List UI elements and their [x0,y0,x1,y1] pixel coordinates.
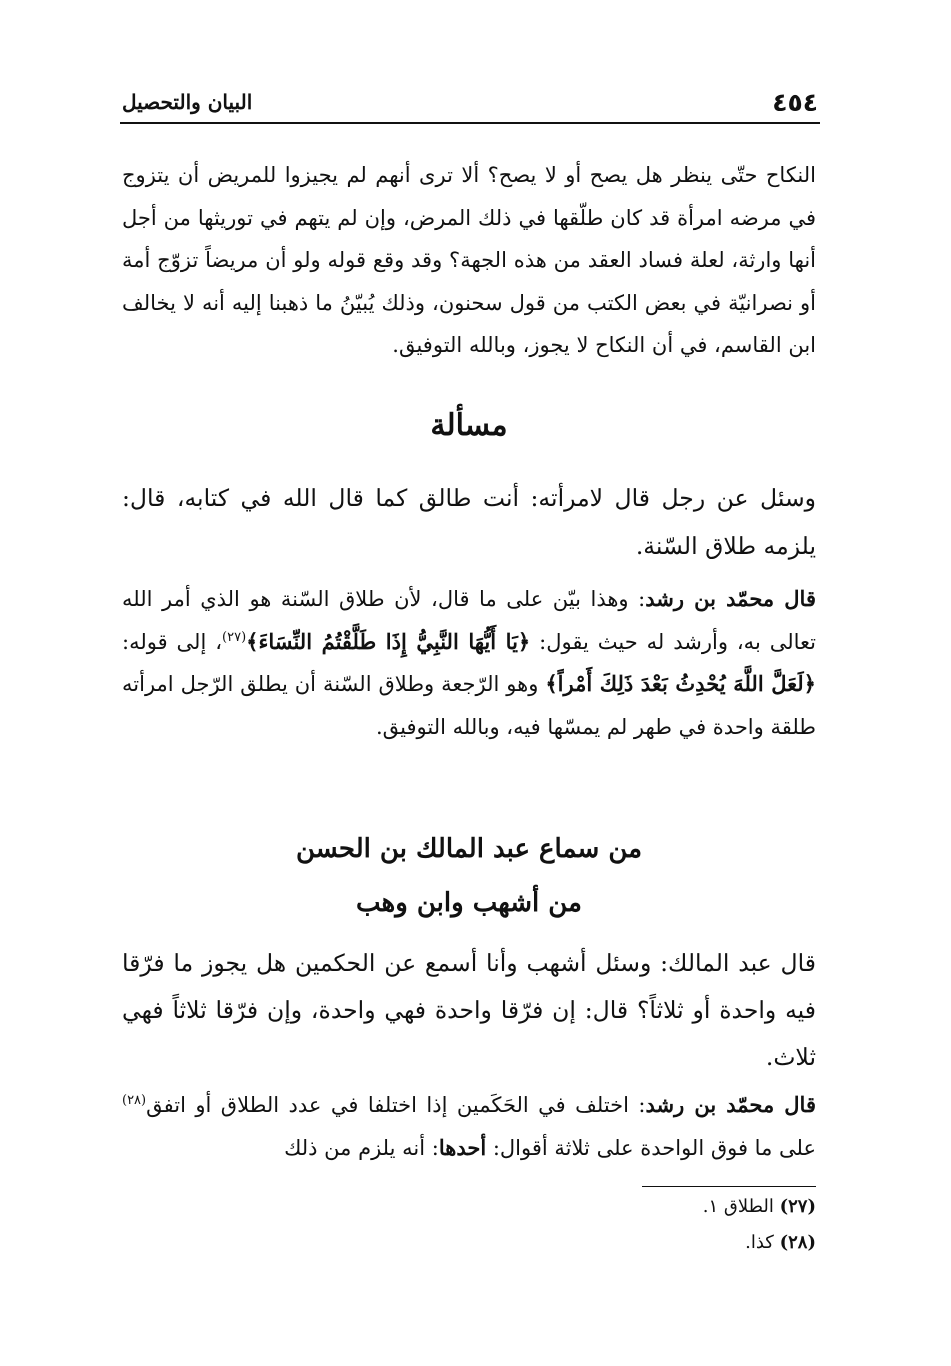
paragraph-5-text-c: : أنه يلزم من ذلك [284,1135,439,1160]
page-header [120,82,820,124]
paragraph-5-text-b: على ما فوق الواحدة على ثلاثة أقوال: [486,1135,816,1160]
section-heading: مسألة [430,408,508,443]
paragraph-5 [122,1084,816,1169]
page-number: ٤٥٤ [772,88,818,117]
footnote-28 [122,1232,816,1253]
subheading-2: من أشهب وابن وهب [355,888,582,918]
paragraph-2: وسئل عن رجل قال لامرأته: أنت طالق كما قال الله في كتابه، قال: يلزمه طلاق السّنة. [122,484,816,560]
paragraph-1: النكاح حتّى ينظر هل يصح أو لا يصح؟ ألا ترى أنهم لم يجيزوا للمريض أن يتزوج في مرضه امرأة قد كان طلّقها في ذلك المرض، وإن لم يتهم في توريثها من أجل أنها وارثة، لعلة فساد العقد من هذه الجهة؟ وقد وقع قوله ولو أن مريضاً تزوّج أمة أو نصرانيّة في بعض الكتب من قول سحنون، وذلك يُبيّنُ ما ذهبنا إليه أنه لا يخالف ابن القاسم، في أن النكاح لا يجوز، وبالله التوفيق. [122,163,816,357]
footnote-text: كذا. [745,1232,780,1253]
paragraph-5-text-a: : اختلف في الحَكَمين إذا اختلفا في عدد الطلاق أو اتفق [146,1093,646,1117]
speaker-label: قال محمّد بن رشد [645,586,816,611]
paragraph-3-text-c: وهو الرّجعة وطلاق السّنة أن يطلق الرّجل امرأته طلقة واحدة في طهر لم يمسّها فيه، وبالله التوفيق. [122,672,816,739]
running-title: البيان والتحصيل [122,90,253,114]
paragraph-3-text-b: ، إلى قوله: [122,629,223,654]
subheading-1: من سماع عبد المالك بن الحسن [295,834,643,864]
speaker-label: قال محمّد بن رشد [645,1092,816,1117]
paragraph-3-text-a: : وهذا بيّن على ما قال، لأن طلاق السّنة هو الذي أمر الله تعالى به، وأرشد له حيث يقول: [122,587,816,654]
term-label: أحدها [438,1134,487,1160]
footnote-number: (٢٨) [779,1232,816,1253]
quran-verse-1: ﴿يَا أَيُّهَا النَّبِيُّ إِذَا طَلَّقْتُمُ النِّسَاءَ﴾ [246,628,531,654]
footnote-ref-27: (٢٧) [222,629,247,645]
quran-verse-2: ﴿لَعَلَّ اللَّهَ يُحْدِثُ بَعْدَ ذَلِكَ أَمْراً﴾ [545,671,816,696]
footnote-text: الطلاق ١. [702,1196,780,1217]
footnote-27 [122,1196,816,1217]
footnote-number: (٢٧) [779,1196,816,1217]
paragraph-4: قال عبد المالك: وسئل أشهب وأنا أسمع عن الحكمين هل يجوز ما فرّقا فيه واحدة أو ثلاثاً؟ قال: إن فرّقا واحدة فهي واحدة، وإن فرّقا ثلاثاً فهي ثلاث. [122,949,816,1071]
footnote-divider [642,1186,816,1187]
footnote-ref-28: (٢٨) [122,1093,147,1108]
paragraph-3 [122,578,816,748]
